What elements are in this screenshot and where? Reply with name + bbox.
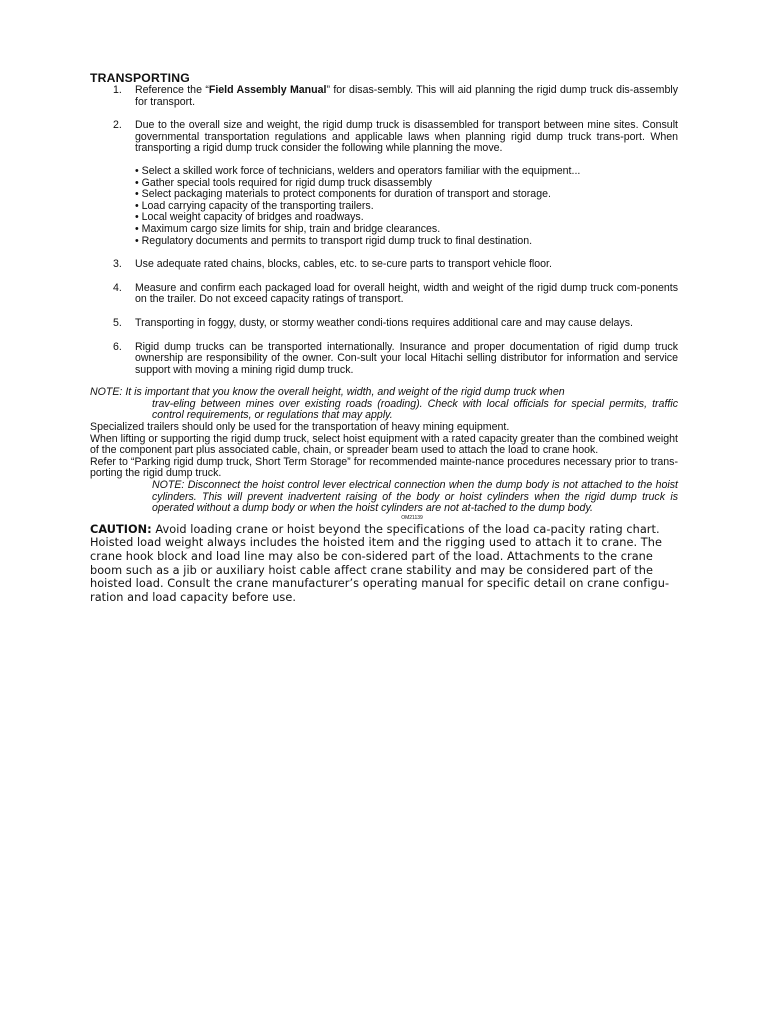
- list-item-3: [90, 259, 678, 271]
- manual-title: Field Assembly Manual: [208, 84, 327, 96]
- caution-label: CAUTION:: [90, 522, 152, 536]
- item-text: Use adequate rated chains, blocks, cables, etc. to se-cure parts to transport vehicle floor.: [135, 258, 552, 271]
- list-item-5: [90, 318, 678, 330]
- section-heading: TRANSPORTING: [90, 71, 190, 85]
- item-text: Reference the “: [135, 84, 209, 96]
- bullet-item: • Gather special tools required for rigid dump truck disassembly: [135, 176, 432, 189]
- item-text: Due to the overall size and weight, the rigid dump truck is disassembled for transport between mine sites. Consult governmental transportation regulations and applicable laws when planning rigid dump truck trans-port. When transporting a rigid dump truck consider the following while planning the move.: [135, 119, 678, 155]
- list-item-1: [90, 85, 678, 108]
- bullet-item: • Load carrying capacity of the transporting trailers.: [135, 199, 374, 212]
- figure-code: OM21139: [401, 514, 423, 521]
- item-text: Rigid dump trucks can be transported internationally. Insurance and proper documentation of rigid dump truck ownership are responsibility of the owner. Con-sult your local Hitachi selling distributor for information and service support with moving a mining rigid dump truck.: [135, 340, 678, 376]
- bullet-item: • Local weight capacity of bridges and roadways.: [135, 211, 364, 224]
- paragraph-hoist-equipment: When lifting or supporting the rigid dump truck, select hoist equipment with a rated capacity greater than the combined weight of the component part plus associated cable, chain, or spreader beam used to attach the load to crane hook.: [90, 432, 678, 457]
- note-continuation: trav-eling between mines over existing roads (roading). Check with local officials for special permits, traffic control requirements, or regulations that may apply.: [152, 397, 678, 422]
- list-item-6: [90, 342, 678, 377]
- bullet-item: • Regulatory documents and permits to transport rigid dump truck to final destination.: [135, 234, 533, 247]
- document-body: [90, 72, 678, 604]
- item-number: 4.: [113, 281, 122, 294]
- list-item-2: [90, 120, 678, 155]
- bullet-item: • Select packaging materials to protect components for duration of transport and storage.: [135, 188, 551, 201]
- note-height-width-weight: [90, 387, 678, 422]
- paragraph-specialized-trailers: Specialized trailers should only be used for the transportation of heavy mining equipment.: [90, 421, 510, 434]
- note-first-line: NOTE: It is important that you know the overall height, width, and weight of the rigid dump truck when: [90, 386, 565, 399]
- bullet-item: • Select a skilled work force of technicians, welders and operators familiar with the equipment...: [135, 164, 581, 177]
- caution-paragraph: [90, 523, 678, 605]
- list-item-4: [90, 283, 678, 306]
- bullet-list: [135, 166, 678, 247]
- item-text: Measure and confirm each packaged load for overall height, width and weight of the rigid dump truck com-ponents on the trailer. Do not exceed capacity ratings of transport.: [135, 281, 678, 306]
- note-hoist-control: NOTE: Disconnect the hoist control lever electrical connection when the dump body is not attached to the hoist cylinders. This will prevent inadvertent raising of the body or hoist cylinders when the rigid dump truck is operated without a dump body or when the hoist cylinders are not at-tached to the dump body.: [152, 479, 678, 515]
- item-text: Transporting in foggy, dusty, or stormy weather condi-tions requires additional care and may cause delays.: [135, 316, 633, 329]
- item-number: 5.: [113, 316, 122, 329]
- item-number: 2.: [113, 119, 122, 132]
- bullet-item: • Maximum cargo size limits for ship, train and bridge clearances.: [135, 222, 441, 235]
- item-number: 3.: [113, 258, 122, 271]
- item-text: ” for disas-sembly. This will aid planning the rigid dump truck dis-assembly for transport.: [135, 84, 678, 108]
- paragraph-parking-reference: Refer to “Parking rigid dump truck, Short Term Storage” for recommended mainte-nance procedures necessary prior to trans-porting the rigid dump truck.: [90, 455, 678, 480]
- caution-text: Avoid loading crane or hoist beyond the specifications of the load ca-pacity rating chart. Hoisted load weight always includes the hoisted item and the rigging used to attach it to crane. The crane hook block and load line may also be con-sidered part of the load. Attachments to the crane boom such as a jib or auxiliary hoist cable affect crane stability and may be considered part of the hoisted load. Consult the crane manufacturer’s operating manual for specific detail on crane configu-ration and load capacity before use.: [90, 522, 670, 604]
- item-number: 1.: [113, 84, 122, 96]
- item-number: 6.: [113, 340, 122, 353]
